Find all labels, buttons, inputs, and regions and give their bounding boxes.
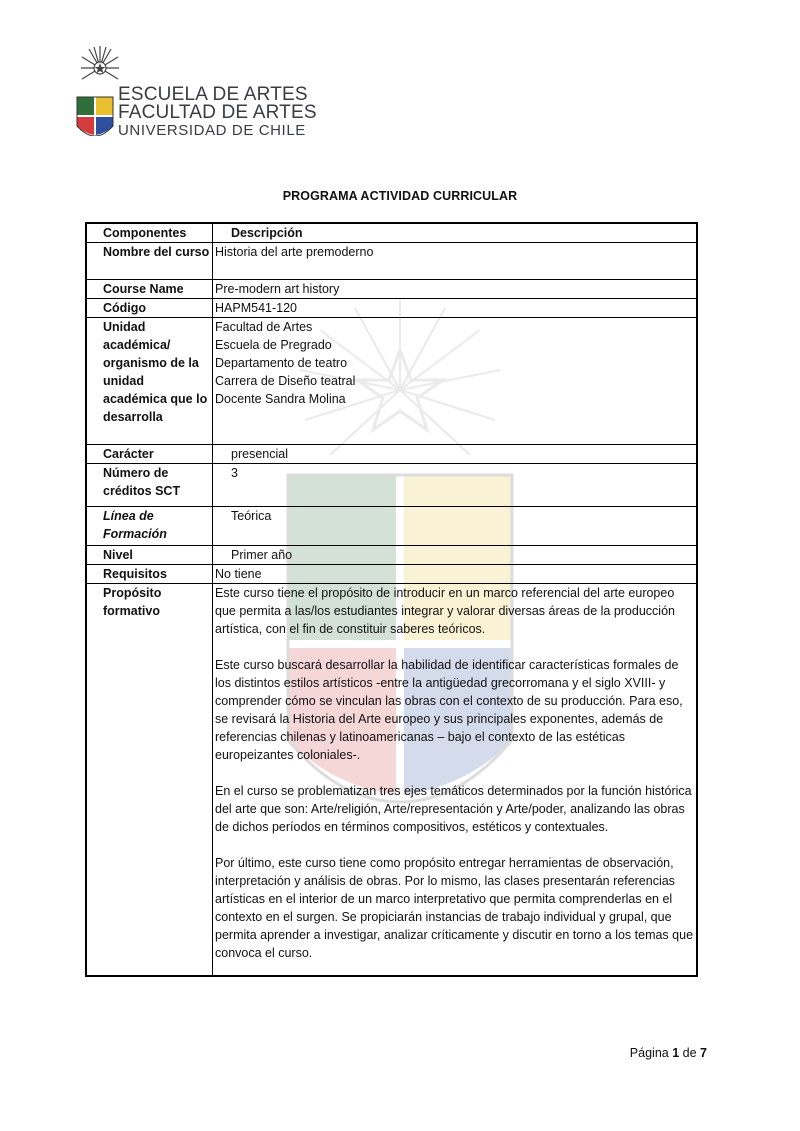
header-componentes: Componentes — [86, 223, 213, 243]
row-value-proposito — [213, 584, 698, 977]
row-label-caracter: Carácter — [86, 445, 213, 464]
purpose-paragraph: En el curso se problematizan tres ejes temáticos determinados por la función histórica del arte que son: Arte/religión, Arte/representación y Arte/poder, analizando las obras de dichos períodos en términos compositivos, estéticos y contextuales. — [215, 784, 692, 834]
row-value-creditos: 3 — [213, 464, 698, 507]
row-label-nombre: Nombre del curso — [86, 243, 213, 280]
table-row — [86, 546, 697, 565]
unidad-line: Departamento de teatro — [215, 356, 348, 370]
row-label-requisitos: Requisitos — [86, 565, 213, 584]
logo-line-university: UNIVERSIDAD DE CHILE — [118, 122, 306, 139]
unidad-line: Escuela de Pregrado — [215, 338, 332, 352]
row-value-requisitos: No tiene — [213, 565, 698, 584]
total-pages: 7 — [700, 1046, 707, 1060]
table-row — [86, 299, 697, 318]
row-label-codigo: Código — [86, 299, 213, 318]
row-label-proposito: Propósito formativo — [86, 584, 213, 977]
page-word: Página — [629, 1046, 669, 1060]
row-value-caracter: presencial — [213, 445, 698, 464]
document-title: PROGRAMA ACTIVIDAD CURRICULAR — [282, 189, 518, 203]
of-word: de — [682, 1046, 697, 1060]
header-descripcion: Descripción — [213, 223, 698, 243]
university-logo — [76, 44, 317, 139]
row-label-nivel: Nivel — [86, 546, 213, 565]
logo-line-school: ESCUELA DE ARTES — [118, 84, 308, 105]
row-value-nivel: Primer año — [213, 546, 698, 565]
table-row — [86, 507, 697, 546]
table-row — [86, 280, 697, 299]
purpose-paragraph: Este curso buscará desarrollar la habilidad de identificar características formales de los distintos estilos artísticos -entre la antigüedad grecorromana y el siglo XVIII- y comprender cómo se vinculan las obras con el contexto de su producción. Para eso, se revisará la Historia del Arte europeo y sus principales exponentes, además de referencias chilenas y latinoamericanas – bajo el contexto de las estéticas europeizantes coloniales-. — [215, 658, 683, 762]
row-value-nombre: Historia del arte premoderno — [213, 243, 698, 280]
table-row — [86, 445, 697, 464]
row-label-linea: Línea de Formación — [86, 507, 213, 546]
logo-line-faculty: FACULTAD DE ARTES — [118, 102, 317, 123]
shield-icon — [76, 96, 114, 136]
table-row — [86, 318, 697, 445]
row-value-codigo: HAPM541-120 — [213, 299, 698, 318]
row-label-unidad: Unidad académica/ organismo de la unidad académica que lo desarrolla — [86, 318, 213, 445]
purpose-paragraph: Este curso tiene el propósito de introducir en un marco referencial del arte europeo que permita a las/los estudiantes integrar y valorar diversas áreas de la producción artística, con el fin de constituir saberes teóricos. — [215, 586, 675, 636]
table-row — [86, 584, 697, 977]
row-label-course-name: Course Name — [86, 280, 213, 299]
program-table — [85, 222, 698, 977]
row-value-unidad — [213, 318, 698, 445]
table-header-row — [86, 223, 697, 243]
unidad-line: Docente Sandra Molina — [215, 392, 346, 406]
sun-rays-icon — [80, 44, 120, 94]
row-label-creditos: Número de créditos SCT — [86, 464, 213, 507]
page-number — [630, 1046, 707, 1060]
unidad-line: Carrera de Diseño teatral — [215, 374, 356, 388]
row-value-course-name: Pre-modern art history — [213, 280, 698, 299]
row-value-linea: Teórica — [213, 507, 698, 546]
table-row — [86, 243, 697, 280]
unidad-line: Facultad de Artes — [215, 320, 313, 334]
current-page: 1 — [672, 1046, 680, 1060]
table-row — [86, 464, 697, 507]
purpose-paragraph: Por último, este curso tiene como propósito entregar herramientas de observación, interpretación y análisis de obras. Por lo mismo, las clases presentarán referencias artísticas en el interior de un marco interpretativo que permita comprenderlas en el contexto en el surgen. Se propiciarán instancias de trabajo individual y grupal, que permita aprender a investigar, analizar críticamente y discutir en torno a los temas que convoca el curso. — [215, 856, 694, 960]
table-row — [86, 565, 697, 584]
